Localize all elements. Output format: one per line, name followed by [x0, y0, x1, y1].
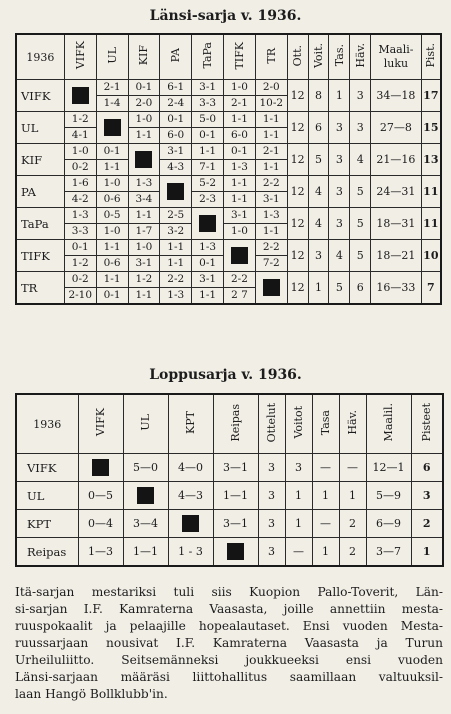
stat-pist: 11: [421, 176, 441, 208]
self-match-block: [199, 215, 216, 232]
team-name: TaPa: [16, 208, 64, 240]
score-home: 2-0: [255, 80, 287, 96]
score-away: 2-3: [192, 192, 224, 208]
stat-maaliluku: 16—33: [371, 272, 422, 305]
stat-pist: 10: [421, 240, 441, 272]
stat-hav: 4: [350, 144, 371, 176]
stat-maaliluku: 34—18: [371, 80, 422, 112]
score-away: 1-1: [128, 288, 160, 305]
stat-tas: 3: [329, 112, 350, 144]
score-home: 0-1: [128, 80, 160, 96]
stat-hav: 3: [350, 112, 371, 144]
self-match-block: [182, 515, 199, 532]
team-name: PA: [16, 176, 64, 208]
col-header-tapa: TaPa: [192, 34, 224, 80]
score-away: 0-6: [96, 256, 128, 272]
stat-hav: 5: [350, 208, 371, 240]
self-match-cell: [123, 482, 168, 510]
match-score: 1—1: [123, 538, 168, 567]
stat-voitot: 1: [285, 482, 312, 510]
score-home: 1-1: [224, 176, 256, 192]
score-away: 1-1: [224, 192, 256, 208]
table-row: [16, 454, 443, 482]
stat-hav: 3: [350, 80, 371, 112]
self-match-block: [137, 487, 154, 504]
score-away: 2-1: [224, 96, 256, 112]
score-home: 0-5: [96, 208, 128, 224]
team-name: UL: [16, 482, 78, 510]
match-score: 0—4: [78, 510, 123, 538]
header-row-2: [16, 394, 443, 454]
paragraph-line: si-sarjan I.F. Kamraterna Vaasasta, joille annettiin mesta-: [15, 602, 443, 616]
score-home: 1-3: [255, 208, 287, 224]
col-header-ul: UL: [96, 34, 128, 80]
score-away: 1-3: [160, 288, 192, 305]
score-home: 2-2: [160, 272, 192, 288]
score-away: 1-3: [224, 160, 256, 176]
paragraph-line: Urheiluliitto. Seitsemänneksi joukkueeksi ensi vuoden: [15, 653, 443, 667]
team-name: Reipas: [16, 538, 78, 567]
score-home: 0-1: [224, 144, 256, 160]
paragraph-line: laan Hangö Bollklubb'in.: [15, 687, 168, 701]
stat-hav: 5: [350, 240, 371, 272]
score-away: 0-6: [96, 192, 128, 208]
stat-tas: 3: [329, 208, 350, 240]
score-home: 1-0: [128, 112, 160, 128]
stat-voit: 6: [308, 112, 329, 144]
score-home: 1-1: [96, 240, 128, 256]
score-home: 1-3: [128, 176, 160, 192]
score-away: 1-1: [128, 128, 160, 144]
col-header-maaliluku: Maali- luku: [371, 34, 422, 80]
col-header-ott: Ott.: [287, 34, 308, 80]
stat-voitot: 1: [285, 510, 312, 538]
stat-ott: 12: [287, 176, 308, 208]
col2-header-voitot: Voitot: [285, 394, 312, 454]
summary-paragraph: [15, 584, 443, 703]
stat-hav: 2: [339, 510, 366, 538]
score-home: 0-1: [160, 112, 192, 128]
score-home: 2-5: [160, 208, 192, 224]
col-header-pist: Pist.: [421, 34, 441, 80]
table-row: [16, 144, 441, 160]
score-home: 2-1: [96, 80, 128, 96]
score-home: 5-0: [192, 112, 224, 128]
stat-ott: 12: [287, 272, 308, 305]
match-score: 1 - 3: [168, 538, 213, 567]
stat-maaliluku: 18—31: [371, 208, 422, 240]
team-name: TIFK: [16, 240, 64, 272]
stat-voit: 4: [308, 208, 329, 240]
stat-hav: 1: [339, 482, 366, 510]
score-away: 4-2: [64, 192, 96, 208]
stat-tas: 3: [329, 176, 350, 208]
score-away: 3-3: [64, 224, 96, 240]
team-name: TR: [16, 272, 64, 305]
score-away: 2-4: [160, 96, 192, 112]
score-home: 0-1: [96, 144, 128, 160]
stat-maalil: 3—7: [366, 538, 411, 567]
league-title: Länsi-sarja v. 1936.: [149, 8, 302, 24]
col2-header-maalil: Maalil.: [366, 394, 411, 454]
stat-maalil: 12—1: [366, 454, 411, 482]
score-away: 1-1: [96, 160, 128, 176]
col2-header-tasa: Tasa: [312, 394, 339, 454]
stat-ottelut: 3: [258, 482, 285, 510]
score-away: 1-7: [128, 224, 160, 240]
self-match-block: [92, 459, 109, 476]
stat-pisteet: 6: [411, 454, 443, 482]
score-away: 10-2: [255, 96, 287, 112]
score-away: 3-4: [128, 192, 160, 208]
self-match-cell: [255, 272, 287, 305]
stat-maalil: 6—9: [366, 510, 411, 538]
self-match-block: [104, 119, 121, 136]
self-match-cell: [78, 454, 123, 482]
score-home: 3-1: [192, 272, 224, 288]
self-match-cell: [168, 510, 213, 538]
self-match-block: [227, 543, 244, 560]
team-name: UL: [16, 112, 64, 144]
score-home: 1-0: [128, 240, 160, 256]
score-home: 1-3: [192, 240, 224, 256]
self-match-block: [231, 247, 248, 264]
score-away: 0-2: [64, 160, 96, 176]
score-home: 1-0: [224, 80, 256, 96]
score-away: 4-3: [160, 160, 192, 176]
stat-voit: 1: [308, 272, 329, 305]
stat-voit: 8: [308, 80, 329, 112]
team-name: KIF: [16, 144, 64, 176]
col-header-pa: PA: [160, 34, 192, 80]
stat-ottelut: 3: [258, 538, 285, 567]
stat-pist: 17: [421, 80, 441, 112]
stat-pisteet: 1: [411, 538, 443, 567]
score-away: 1-1: [255, 128, 287, 144]
score-away: 1-0: [224, 224, 256, 240]
score-home: 1-1: [192, 144, 224, 160]
stat-hav: 6: [350, 272, 371, 305]
stat-voitot: —: [285, 538, 312, 567]
paragraph-line: Itä-sarjan mestariksi tuli siis Kuopion Pallo-Toverit, Län-: [15, 585, 443, 599]
match-score: 1—1: [213, 482, 258, 510]
score-home: 1-0: [64, 144, 96, 160]
paragraph-line: ruussarjaan nousivat I.F. Kamraterna Vaasasta ja Turun: [15, 636, 443, 650]
score-away: 3-3: [192, 96, 224, 112]
score-away: 0-1: [192, 256, 224, 272]
match-score: 4—3: [168, 482, 213, 510]
corner-cell-2: 1936: [16, 394, 78, 454]
stat-hav: 5: [350, 176, 371, 208]
score-home: 2-2: [255, 240, 287, 256]
match-score: 3—1: [213, 510, 258, 538]
paragraph-line: Länsi-sarjaan määräsi liittohallitus saamillaan valtuuksil-: [15, 670, 443, 684]
self-match-cell: [160, 176, 192, 208]
score-away: 3-1: [128, 256, 160, 272]
score-away: 3-2: [160, 224, 192, 240]
final-series-title: Loppusarja v. 1936.: [149, 367, 302, 383]
col2-header-reipas: Reipas: [213, 394, 258, 454]
self-match-block: [135, 151, 152, 168]
team-name: VIFK: [16, 454, 78, 482]
stat-ott: 12: [287, 112, 308, 144]
table-row: [16, 510, 443, 538]
score-home: 1-6: [64, 176, 96, 192]
score-away: 1-1: [192, 288, 224, 305]
corner-cell: 1936: [16, 34, 64, 80]
score-home: 1-1: [160, 240, 192, 256]
self-match-cell: [224, 240, 256, 272]
stat-pist: 11: [421, 208, 441, 240]
score-away: 2 7: [224, 288, 256, 305]
stat-tas: 5: [329, 272, 350, 305]
paragraph-line: ruuspokaalit ja pelaajille hopealautaset. Ensi vuoden Mesta-: [15, 619, 443, 633]
stat-tas: 1: [329, 80, 350, 112]
score-home: 1-1: [255, 112, 287, 128]
score-home: 1-1: [224, 112, 256, 128]
stat-ott: 12: [287, 80, 308, 112]
self-match-cell: [64, 80, 96, 112]
col-header-tas: Tas.: [329, 34, 350, 80]
self-match-cell: [128, 144, 160, 176]
score-home: 0-2: [64, 272, 96, 288]
self-match-block: [263, 279, 280, 296]
table-row: [16, 112, 441, 128]
self-match-block: [167, 183, 184, 200]
match-score: 3—4: [123, 510, 168, 538]
score-home: 3-1: [160, 144, 192, 160]
table-row: [16, 80, 441, 96]
score-home: 1-1: [128, 208, 160, 224]
score-home: 1-0: [96, 176, 128, 192]
score-away: 7-1: [192, 160, 224, 176]
self-match-cell: [96, 112, 128, 144]
stat-tasa: —: [312, 510, 339, 538]
score-home: 1-3: [64, 208, 96, 224]
stat-pist: 15: [421, 112, 441, 144]
col-header-tifk: TIFK: [224, 34, 256, 80]
col-header-hav: Häv.: [350, 34, 371, 80]
col2-header-ottelut: Ottelut: [258, 394, 285, 454]
col2-header-vifk: VIFK: [78, 394, 123, 454]
score-away: 4-1: [64, 128, 96, 144]
match-score: 0—5: [78, 482, 123, 510]
score-away: 1-4: [96, 96, 128, 112]
score-away: 1-1: [255, 224, 287, 240]
stat-ott: 12: [287, 208, 308, 240]
score-home: 0-1: [64, 240, 96, 256]
self-match-cell: [213, 538, 258, 567]
col-header-voit: Voit.: [308, 34, 329, 80]
score-home: 3-1: [224, 208, 256, 224]
match-score: 1—3: [78, 538, 123, 567]
self-match-block: [72, 87, 89, 104]
stat-voit: 5: [308, 144, 329, 176]
stat-hav: 2: [339, 538, 366, 567]
stat-pist: 7: [421, 272, 441, 305]
col2-header-pisteet: Pisteet: [411, 394, 443, 454]
score-away: 1-1: [160, 256, 192, 272]
stat-tas: 4: [329, 240, 350, 272]
stat-maaliluku: 24—31: [371, 176, 422, 208]
stat-voitot: 3: [285, 454, 312, 482]
stat-tasa: 1: [312, 482, 339, 510]
stat-maaliluku: 18—21: [371, 240, 422, 272]
team-name: KPT: [16, 510, 78, 538]
score-away: 2-0: [128, 96, 160, 112]
match-score: 5—0: [123, 454, 168, 482]
score-away: 6-0: [224, 128, 256, 144]
stat-pist: 13: [421, 144, 441, 176]
stat-pisteet: 3: [411, 482, 443, 510]
stat-maaliluku: 21—16: [371, 144, 422, 176]
score-away: 3-1: [255, 192, 287, 208]
score-home: 2-1: [255, 144, 287, 160]
score-away: 0-1: [96, 288, 128, 305]
score-home: 1-2: [64, 112, 96, 128]
stat-maaliluku: 27—8: [371, 112, 422, 144]
stat-hav: —: [339, 454, 366, 482]
stat-maalil: 5—9: [366, 482, 411, 510]
stat-ottelut: 3: [258, 510, 285, 538]
table-row: [16, 176, 441, 192]
col2-header-kpt: KPT: [168, 394, 213, 454]
col-header-kif: KIF: [128, 34, 160, 80]
stat-voit: 3: [308, 240, 329, 272]
match-score: 4—0: [168, 454, 213, 482]
score-away: 1-0: [96, 224, 128, 240]
table-row: [16, 482, 443, 510]
score-home: 2-2: [224, 272, 256, 288]
score-home: 5-2: [192, 176, 224, 192]
col-header-tr: TR: [255, 34, 287, 80]
table-row: [16, 240, 441, 256]
score-away: 6-0: [160, 128, 192, 144]
col2-header-hav: Häv.: [339, 394, 366, 454]
stat-tasa: —: [312, 454, 339, 482]
stat-tas: 3: [329, 144, 350, 176]
stat-voit: 4: [308, 176, 329, 208]
stat-ott: 12: [287, 240, 308, 272]
score-home: 1-2: [128, 272, 160, 288]
score-home: 2-2: [255, 176, 287, 192]
match-score: 3—1: [213, 454, 258, 482]
score-away: 7-2: [255, 256, 287, 272]
stat-ott: 12: [287, 144, 308, 176]
header-row: [16, 34, 441, 80]
self-match-cell: [192, 208, 224, 240]
table-row: [16, 208, 441, 224]
table-row: [16, 272, 441, 288]
lansi-sarja-table: [15, 33, 442, 305]
team-name: VIFK: [16, 80, 64, 112]
score-away: 1-1: [255, 160, 287, 176]
loppusarja-table: [15, 393, 444, 567]
col2-header-ul: UL: [123, 394, 168, 454]
score-away: 0-1: [192, 128, 224, 144]
table-row: [16, 538, 443, 567]
stat-tasa: 1: [312, 538, 339, 567]
score-away: 1-2: [64, 256, 96, 272]
score-away: 2-10: [64, 288, 96, 305]
score-home: 1-1: [96, 272, 128, 288]
col-header-vifk: VIFK: [64, 34, 96, 80]
score-home: 6-1: [160, 80, 192, 96]
stat-pisteet: 2: [411, 510, 443, 538]
score-home: 3-1: [192, 80, 224, 96]
stat-ottelut: 3: [258, 454, 285, 482]
